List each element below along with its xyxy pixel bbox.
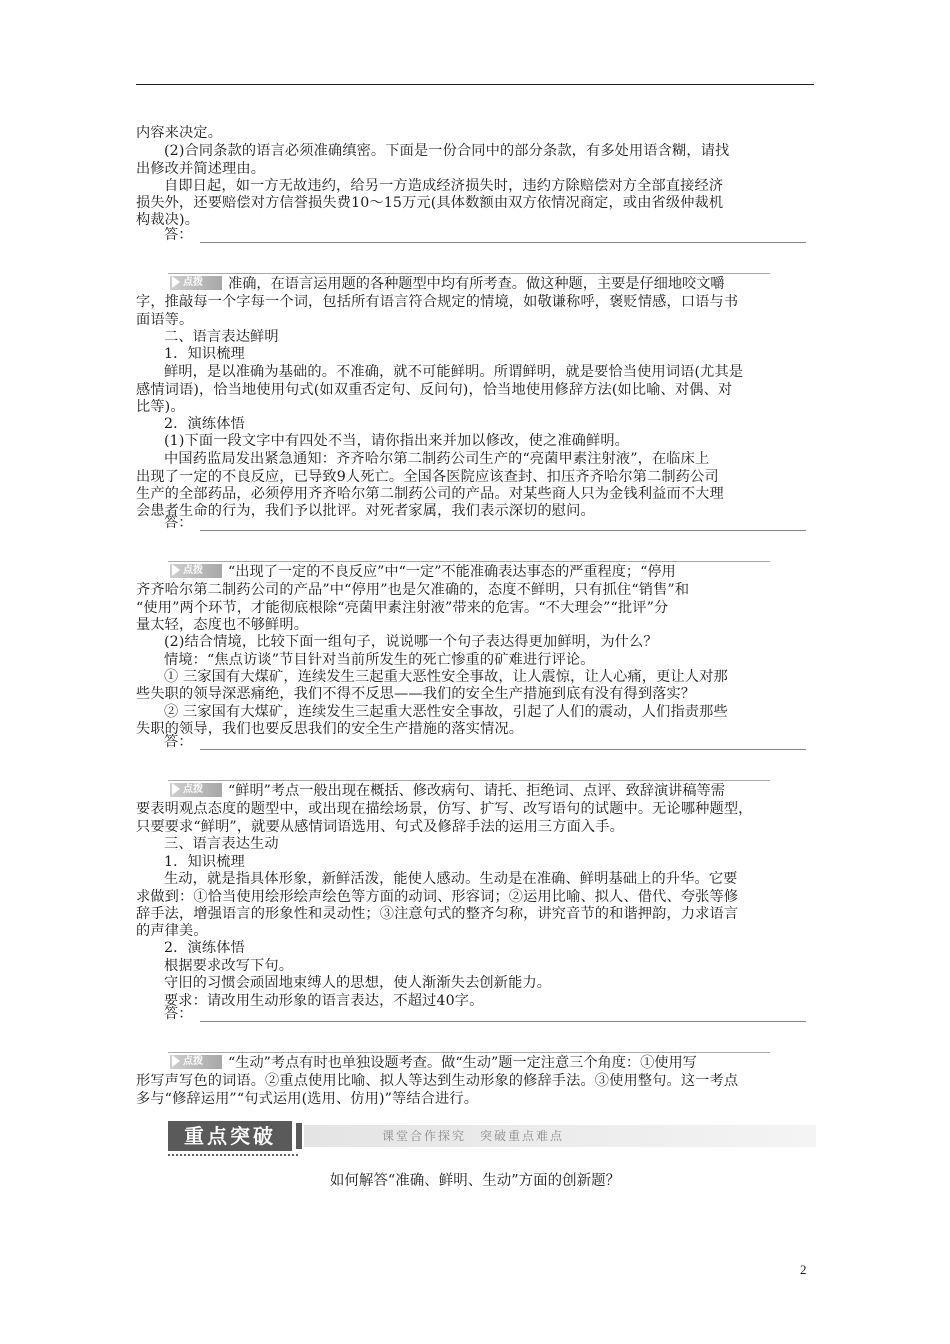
- tip-badge: [170, 564, 222, 578]
- answer-label: 答：: [164, 227, 193, 243]
- answer-label: 答：: [164, 1006, 193, 1022]
- tip-line: 要表明观点态度的题型中，或出现在描绘场景，仿写、扩写、改写语句的试题中。无论哪种题型，: [136, 801, 753, 817]
- header-rule: [136, 84, 814, 85]
- text-line: 自即日起，如一方无故违约，给另一方造成经济损失时，违约方除赔偿对方全部直接经济: [164, 178, 724, 194]
- arrow-icon: [172, 564, 180, 576]
- answer-underline: [200, 232, 806, 243]
- tip-line: 面语等。: [136, 312, 194, 328]
- tip-badge-label: 点拨: [183, 277, 203, 288]
- text-line: 生动，就是指具体形象，新鲜活泼，能使人感动。生动是在准确、鲜明基础上的升华。它要: [164, 871, 738, 887]
- text-line: 鲜明，是以准确为基础的。不准确，就不可能鲜明。所谓鲜明，就是要恰当使用词语(尤其是: [164, 364, 744, 380]
- subheading: 2．演练体悟: [164, 940, 245, 956]
- banner-title: 重点突破: [168, 1121, 292, 1151]
- banner-subtitle: 课堂合作探究 突破重点难点: [382, 1129, 565, 1143]
- text-line: 些失职的领导深恶痛绝，我们不得不反思——我们的安全生产措施到底有没有得到落实？: [136, 686, 696, 702]
- tip-line: 形写声写色的词语。②重点使用比喻、拟人等达到生动形象的修辞手法。③使用整句。这一考点: [136, 1073, 739, 1089]
- tip-line: 量太轻，态度也不够鲜明。: [136, 617, 309, 633]
- tip-badge: [170, 276, 222, 290]
- tip-badge: [170, 1055, 222, 1069]
- tip-line: 字，推敲每一个字每一个词，包括所有语言符合规定的情境，如敬谦称呼，褒贬情感，口语与书: [136, 294, 739, 310]
- text-line: 生产的全部药品，必须停用齐齐哈尔第二制药公司的产品。对某些商人只为金钱利益而不大理: [136, 486, 724, 502]
- subheading: 2．演练体悟: [164, 416, 245, 432]
- text-line: 求做到：①恰当使用绘形绘声绘色等方面的动词、形容词；②运用比喻、拟人、借代、夸张等修: [136, 889, 739, 905]
- tip-line: “生动”考点有时也单独设题考查。做“生动”题一定注意三个角度：①使用写: [228, 1055, 697, 1071]
- text-line: ② 三家国有大煤矿，连续发生三起重大恶性安全事故，引起了人们的震动，人们指责那些: [164, 704, 728, 720]
- text-line: ① 三家国有大煤矿，连续发生三起重大恶性安全事故，让人震惊，让人心痛，更让人对那: [164, 669, 728, 685]
- answer-underline: [200, 739, 806, 750]
- answer-label: 答：: [164, 734, 193, 750]
- answer-line: [164, 734, 806, 750]
- tip-line: “出现了一定的不良反应”中“一定”不能准确表达事态的严重程度；“停用: [228, 564, 676, 580]
- section-heading: 三、语言表达生动: [164, 836, 279, 852]
- answer-line: [164, 515, 806, 531]
- text-line: 根据要求改写下句。: [164, 958, 294, 974]
- text-line: 辞手法，增强语言的形象性和灵动性；③注意句式的整齐匀称，讲究音节的和谐押韵，力求语言: [136, 906, 739, 922]
- text-line: 情境：“焦点访谈”节目针对当前所发生的死亡惨重的矿难进行评论。: [164, 652, 595, 668]
- tip-line: 只要要求“鲜明”，就要从感情词语选用、句式及修辞手法的运用三方面入手。: [136, 819, 624, 835]
- text-line: (2)合同条款的语言必须准确缜密。下面是一份合同中的部分条款，有多处用语含糊，请找: [164, 143, 730, 159]
- arrow-icon: [172, 276, 180, 288]
- question-heading: 如何解答“准确、鲜明、生动”方面的创新题？: [329, 1173, 621, 1189]
- text-line: 出修改并简述理由。: [136, 161, 266, 177]
- text-line: 会患者生命的行为，我们予以批评。对死者家属，我们表示深切的慰问。: [136, 503, 595, 519]
- text-line: 感情词语)，恰当地使用句式(如双重否定句、反问句)，恰当地使用修辞方法(如比喻、对偶、对: [136, 382, 733, 398]
- arrow-icon: [172, 783, 180, 795]
- text-line: 守旧的习惯会顽固地束缚人的思想，使人渐渐失去创新能力。: [164, 975, 552, 991]
- tip-line: 齐齐哈尔第二制药公司的产品”中“停用”也是欠准确的，态度不鲜明，只有抓住“销售”和: [136, 582, 690, 598]
- tip-badge-label: 点拨: [183, 784, 203, 795]
- answer-line: [164, 1006, 806, 1022]
- text-line: 的声律美。: [136, 923, 208, 939]
- tip-rule: [168, 273, 770, 274]
- answer-underline: [200, 1011, 806, 1022]
- tip-rule: [168, 561, 770, 562]
- text-line: 内容来决定。: [136, 125, 223, 141]
- answer-underline: [200, 520, 806, 531]
- tip-line: 准确，在语言运用题的各种题型中均有所考查。做这种题，主要是仔细地咬文嚼: [228, 276, 725, 292]
- text-line: 构裁决)。: [136, 212, 200, 228]
- section-banner: [168, 1121, 816, 1157]
- banner-dotted-rule: [168, 1154, 298, 1156]
- subheading: 1．知识梳理: [164, 346, 245, 362]
- answer-line: [164, 227, 806, 243]
- subheading: 1．知识梳理: [164, 854, 245, 870]
- page-number: 2: [800, 1262, 807, 1277]
- banner-bar: [296, 1123, 302, 1149]
- tip-badge-label: 点拨: [183, 1056, 203, 1067]
- tip-rule: [168, 780, 770, 781]
- tip-badge-label: 点拨: [183, 565, 203, 576]
- text-line: (1)下面一段文字中有四处不当，请你指出来并加以修改，使之准确鲜明。: [164, 433, 630, 449]
- text-line: 出现了一定的不良反应，已导致9人死亡。全国各医院应该查封、扣压齐齐哈尔第二制药公司: [136, 469, 719, 485]
- answer-label: 答：: [164, 515, 193, 531]
- text-line: 失职的领导，我们也要反思我们的安全生产措施的落实情况。: [136, 721, 524, 737]
- text-line: 比等)。: [136, 399, 185, 415]
- text-line: 中国药监局发出紧急通知：齐齐哈尔第二制药公司生产的“亮菌甲素注射液”，在临床上: [164, 451, 710, 467]
- text-line: 要求：请改用生动形象的语言表达，不超过40字。: [164, 993, 484, 1009]
- tip-line: “使用”两个环节，才能彻底根除“亮菌甲素注射液”带来的危害。“不大理会”“批评”分: [136, 600, 669, 616]
- section-heading: 二、语言表达鲜明: [164, 329, 279, 345]
- arrow-icon: [172, 1055, 180, 1067]
- tip-badge: [170, 783, 222, 797]
- tip-line: 多与“修辞运用”“句式运用(选用、仿用)”等结合进行。: [136, 1091, 479, 1107]
- text-line: (2)结合情境，比较下面一组句子，说说哪一个句子表达得更加鲜明，为什么？: [164, 634, 658, 650]
- tip-rule: [168, 1052, 770, 1053]
- tip-line: “鲜明”考点一般出现在概括、修改病句、请托、拒绝词、点评、致辞演讲稿等需: [228, 783, 725, 799]
- text-line: 损失外，还要赔偿对方信誉损失费10～15万元(具体数额由双方依情况商定，或由省级仲裁机: [136, 195, 724, 211]
